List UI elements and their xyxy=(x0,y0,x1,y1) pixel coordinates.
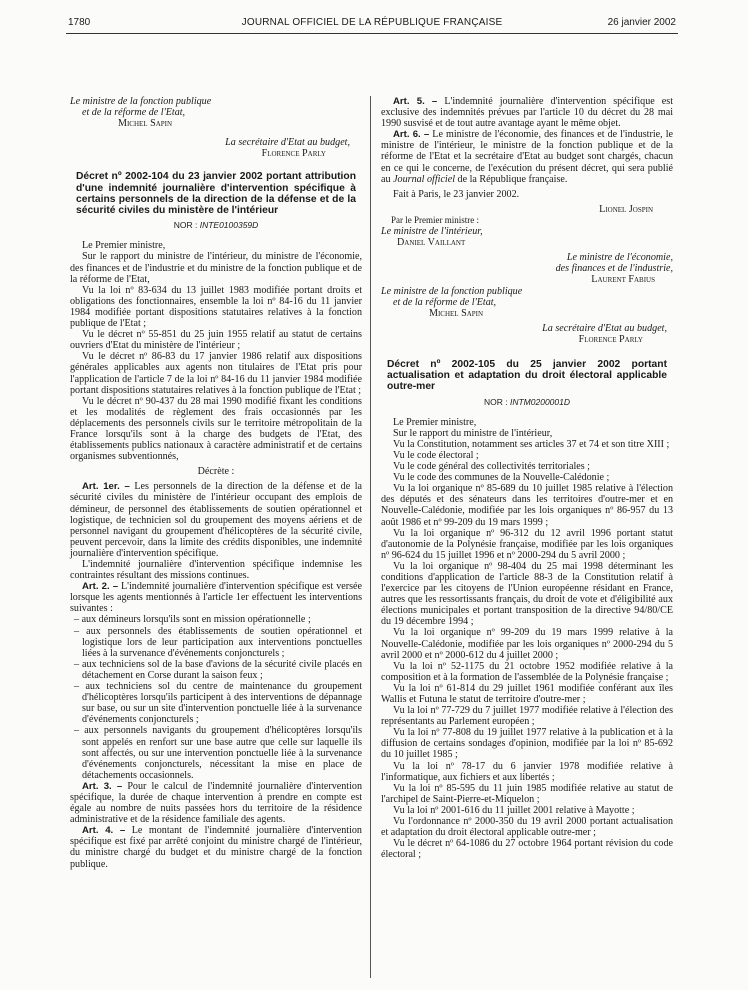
list-item: – aux personnels des établissements de soutien opérationnel et logistique lors de leur participation aux interventions ponctuelles liées à la survenance d'événements conjoncturels ; xyxy=(74,625,362,659)
list-item: – aux démineurs lorsqu'ils sont en mission opérationnelle ; xyxy=(74,614,311,626)
nor-reference xyxy=(381,397,673,408)
journal-reference: Journal officiel xyxy=(393,173,456,185)
article xyxy=(381,96,673,129)
paragraph: Le Premier ministre, xyxy=(393,416,477,428)
paragraph: Sur le rapport du ministre de l'intérieur, du ministre de l'économie, des finances et de l'industrie et du ministre de la fonction publique et de la réforme de l'Etat, xyxy=(70,251,362,285)
article-text: de la République française. xyxy=(455,173,568,185)
column-divider xyxy=(370,96,371,978)
article-label: Art. 6. – xyxy=(393,129,430,141)
signatory-name: Laurent Fabius xyxy=(591,274,655,286)
signatory-name: Michel Sapin xyxy=(429,307,484,319)
signatory-name: Lionel Jospin xyxy=(599,203,653,215)
paragraph: Vu la Constitution, notamment ses articles 37 et 74 et son titre XIII ; xyxy=(393,438,670,450)
decree-title: Décret nº 2002-105 du 25 janvier 2002 portant actualisation et adaptation du droit électoral applicable outre-mer xyxy=(387,358,667,393)
paragraph: Le Premier ministre, xyxy=(82,240,166,252)
paragraph: Vu la loi organique nº 98-404 du 25 mai 1998 déterminant les conditions d'application de l'article 88-3 de la Constitution relatif à l'exercice par les citoyens de l'Union européenne résidant en France, autres que les ressortissants français, du droit de vote et d'éligibilité aux élections municipales et portant transposition de la directive 94/80/CE du 19 décembre 1994 ; xyxy=(381,560,673,628)
nor-label: NOR : xyxy=(483,396,508,407)
article xyxy=(70,581,362,614)
nor-value: INTE0100359D xyxy=(199,220,259,231)
article-label: Art. 5. – xyxy=(393,96,438,107)
article-text: L'indemnité journalière d'intervention spécifique est exclusive des indemnités prévues par l'article 10 du décret du 28 mai 1990 susvisé et de tout autre avantage ayant le même objet. xyxy=(381,96,673,130)
paragraph: Vu le décret nº 64-1086 du 27 octobre 1964 portant révision du code électoral ; xyxy=(381,838,673,861)
signatory-title: Le ministre de la fonction publique xyxy=(70,96,212,107)
paragraph: Vu la loi nº 77-729 du 7 juillet 1977 modifiée relative à l'élection des représentants au Parlement européen ; xyxy=(381,705,673,728)
paragraph: Vu le décret nº 86-83 du 17 janvier 1986 relatif aux dispositions générales applicables aux agents non titulaires de l'Etat pris pour l'application de l'article 7 de la loi nº 84-16 du 11 janvier 1984 modifiée portant dispositions statutaires relatives à la fonction publique de l'Etat ; xyxy=(70,351,362,396)
signatory-name: Daniel Vaillant xyxy=(397,237,466,249)
article xyxy=(70,481,362,559)
list-item: – aux personnels navigants du groupement d'hélicoptères lorsqu'ils sont appelés en renfort sur une base autre que celle sur laquelle ils sont affectés, ou sur une intervention ponctuelle liée à la survenance d'événements conjoncturels, nécessitant la mise en place de détachements occasionnels. xyxy=(74,725,362,781)
paragraph: Vu le décret nº 90-437 du 28 mai 1990 modifié fixant les conditions et les modalités de règlement des frais occasionnés par les déplacements des personnels civils sur le territoire métropolitain de la France lorsqu'ils sont à la charge des budgets de l'Etat, des établissements publics nationaux à caractère administratif et de certains organismes subventionnés, xyxy=(70,395,362,463)
article-text: L'indemnité journalière d'intervention spécifique est versée lorsque les agents mentionnés à l'article 1er effectuent les interventions suivantes : xyxy=(70,581,362,615)
article xyxy=(70,825,362,869)
paragraph: Vu le code des communes de la Nouvelle-Calédonie ; xyxy=(393,472,610,484)
right-column xyxy=(381,96,673,860)
article xyxy=(381,129,673,184)
paragraph: Vu le code général des collectivités territoriales ; xyxy=(393,461,590,473)
paragraph: Vu l'ordonnance nº 2000-350 du 19 avril 2000 portant actualisation et adaptation du droit électoral applicable outre-mer ; xyxy=(381,816,673,839)
paragraph: Vu le décret nº 55-851 du 25 juin 1955 relatif au statut de certains ouvriers d'Etat du ministère de l'intérieur ; xyxy=(70,329,362,352)
paragraph: Vu la loi nº 52-1175 du 21 octobre 1952 modifiée relative à la composition et à la formation de l'assemblée de la Polynésie française ; xyxy=(381,660,673,683)
signatory-name: Florence Parly xyxy=(261,148,326,160)
issue-date: 26 janvier 2002 xyxy=(607,17,676,28)
signatory-title: Le ministre de l'économie, xyxy=(566,252,673,264)
paragraph: Vu la loi nº 77-808 du 19 juillet 1977 relative à la publication et à la diffusion de certains sondages d'opinion, modifiée par la loi nº 85-692 du 10 juillet 1985 ; xyxy=(381,727,673,761)
journal-title: JOURNAL OFFICIEL DE LA RÉPUBLIQUE FRANÇAISE xyxy=(241,17,503,28)
article xyxy=(70,781,362,825)
signatory-title: La secrétaire d'Etat au budget, xyxy=(225,137,350,149)
signatory-name: Michel Sapin xyxy=(118,118,173,130)
article-text: Le ministre de l'économie, des finances et de l'industrie, le ministre de l'intérieur, le ministre de la fonction publique et de la réforme de l'Etat et la secrétaire d'Etat au budget sont chargés, chacun en ce qui le concerne, de l'exécution du présent décret, qui sera publié au xyxy=(381,129,673,185)
page-number: 1780 xyxy=(68,17,91,28)
article-label: Art. 2. – xyxy=(82,581,119,593)
paragraph: Vu la loi nº 61-814 du 29 juillet 1961 modifiée conférant aux îles Wallis et Futuna le statut de territoire d'outre-mer ; xyxy=(381,682,673,706)
paragraph: Sur le rapport du ministre de l'intérieur, xyxy=(393,427,553,439)
article-label: Art. 3. – xyxy=(82,780,123,792)
signatory-title: Le ministre de l'intérieur, xyxy=(381,226,483,238)
article-text: Le montant de l'indemnité journalière d'intervention spécifique est fixé par arrêté conjoint du ministre chargé de l'intérieur, du ministre chargé du budget et du ministre chargé de la fonction publique. xyxy=(70,825,362,870)
decrete-heading: Décrète : xyxy=(197,466,235,478)
signatory-title: La secrétaire d'Etat au budget, xyxy=(542,322,667,334)
signatory-title: Le ministre de la fonction publique xyxy=(381,285,523,297)
nor-reference xyxy=(70,220,362,231)
article-label: Art. 4. – xyxy=(82,825,126,837)
paragraph: Vu la loi nº 83-634 du 13 juillet 1983 modifiée portant droits et obligations des fonctionnaires, ensemble la loi nº 84-16 du 11 janvier 1984 modifiée portant dispositions statutaires relatives à la fonction publique de l'Etat ; xyxy=(70,284,362,330)
article-label: Art. 1er. – xyxy=(82,481,130,493)
signatory-title: des finances et de l'industrie, xyxy=(555,263,673,275)
paragraph: L'indemnité journalière d'intervention spécifique indemnise les contraintes résultant des missions continues. xyxy=(70,559,362,582)
signatory-name: Florence Parly xyxy=(578,333,643,345)
article-text: Les personnels de la direction de la défense et de la sécurité civiles du ministère de l'intérieur occupant des emplois de démineur, de personnel des établissements de soutien opérationnel et logistique, de technicien sol du groupement des moyens aériens et de personnel navigant du groupement d'hélicoptères de la sécurité civile, peuvent percevoir, dans la limite des crédits disponibles, une indemnité journalière d'intervention spécifique. xyxy=(70,481,363,559)
signatory-title: et de la réforme de l'Etat, xyxy=(393,296,497,308)
nor-value: INTM0200001D xyxy=(509,396,570,407)
left-column xyxy=(70,96,362,870)
paragraph: Vu la loi organique nº 85-689 du 10 juillet 1985 relative à l'élection des députés et des sénateurs dans les territoires d'outre-mer et en Nouvelle-Calédonie, modifiée par les lois organiques nº 86-957 du 13 août 1986 et nº 99-209 du 19 mars 1999 ; xyxy=(381,483,673,528)
signatory-intro: Par le Premier ministre : xyxy=(391,214,479,225)
signature-place-date: Fait à Paris, le 23 janvier 2002. xyxy=(393,188,520,200)
page-header xyxy=(68,17,676,31)
nor-label: NOR : xyxy=(173,220,198,231)
paragraph: Vu la loi nº 85-595 du 11 juin 1985 modifiée relative au statut de l'archipel de Saint-Pierre-et-Miquelon ; xyxy=(381,782,673,805)
paragraph: Vu la loi organique nº 99-209 du 19 mars 1999 relative à la Nouvelle-Calédonie, modifiée par les lois organiques nº 2000-294 du 5 avril 2000 et nº 2000-612 du 4 juillet 2000 ; xyxy=(381,627,673,661)
list-item: – aux techniciens sol de la base d'avions de la sécurité civile placés en détachement en Corse durant la saison feux ; xyxy=(74,658,362,681)
decree-title: Décret nº 2002-104 du 23 janvier 2002 portant attribution d'une indemnité journalière d'intervention spécifique à certains personnels de la direction de la défense et de la sécurité civiles du ministère de l'intérieur xyxy=(76,171,356,217)
article-text: Pour le calcul de l'indemnité journalière d'intervention spécifique, la durée de chaque intervention à prendre en compte est égale au nombre de nuits passées hors du territoire de la résidence administrative et de la résidence familiale des agents. xyxy=(70,780,362,826)
paragraph: Vu la loi nº 2001-616 du 11 juillet 2001 relative à Mayotte ; xyxy=(393,804,635,816)
paragraph: Vu la loi nº 78-17 du 6 janvier 1978 modifiée relative à l'informatique, aux fichiers et aux libertés ; xyxy=(381,760,673,783)
paragraph: Vu la loi organique nº 96-312 du 12 avril 1996 portant statut d'autonomie de la Polynésie française, modifiée par les lois organiques nº 96-624 du 15 juillet 1996 et nº 2000-294 du 5 avril 2000 ; xyxy=(381,527,673,561)
signatory-title: et de la réforme de l'Etat, xyxy=(82,107,186,119)
list-item: – aux techniciens sol du centre de maintenance du groupement d'hélicoptères lorsqu'ils participent à des interventions de dépannage sur base, ou sur un site d'intervention ponctuelle liée à la survenance d'événements conjoncturels ; xyxy=(74,681,362,726)
paragraph: Vu le code électoral ; xyxy=(393,449,479,461)
header-rule xyxy=(66,33,678,34)
